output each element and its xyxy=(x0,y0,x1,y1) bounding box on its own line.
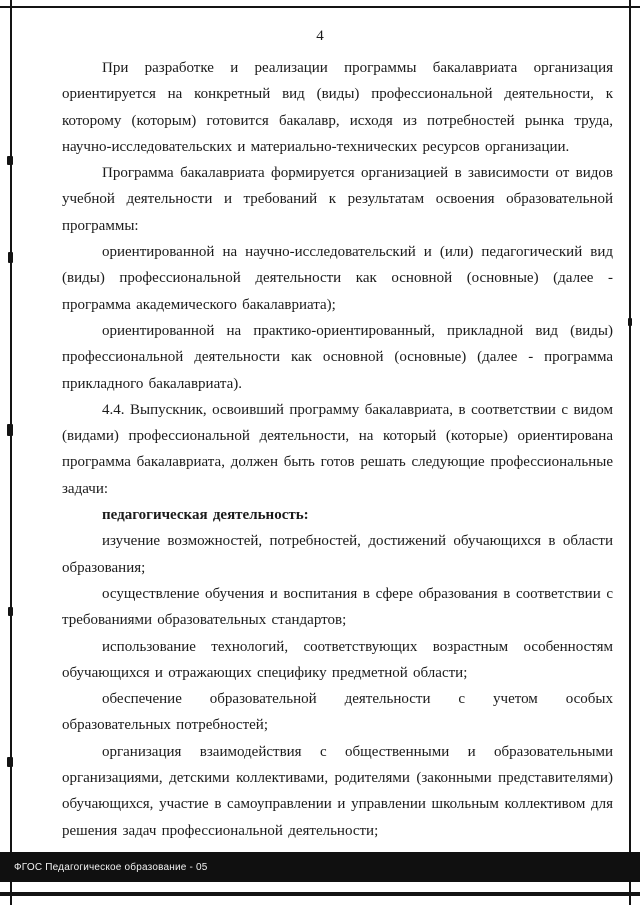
scan-artifact xyxy=(8,607,13,616)
scan-edge-right xyxy=(629,0,631,905)
paragraph-bold-heading: педагогическая деятельность: xyxy=(102,507,309,524)
scan-edge-top xyxy=(0,6,640,8)
paragraph: При разработке и реализации программы бакалавриата организация ориентируется на конкретный вид (виды) профессиональной деятельности, к которому (которым) готовится бакалавр, исходя из потребностей рынка труда, научно-исследовательских и материально-технических ресурсов организации. xyxy=(62,60,613,155)
paragraph: обеспечение образовательной деятельности с учетом особых образовательных потребностей; xyxy=(62,691,613,734)
paragraph: изучение возможностей, потребностей, достижений обучающихся в области образования; xyxy=(62,533,613,576)
scan-edge-bottom xyxy=(0,892,640,896)
scan-artifact xyxy=(7,156,13,165)
scan-artifact xyxy=(7,424,13,436)
footer-document-label: ФГОС Педагогическое образование - 05 xyxy=(14,861,208,873)
paragraph: использование технологий, соответствующих возрастным особенностям обучающихся и отражающих специфику предметной области; xyxy=(62,638,613,681)
paragraph: осуществление обучения и воспитания в сфере образования в соответствии с требованиями образовательных стандартов; xyxy=(62,585,613,629)
scan-artifact xyxy=(628,318,632,326)
document-body xyxy=(62,55,613,844)
paragraph: Программа бакалавриата формируется организацией в зависимости от видов учебной деятельности и требований к результатам освоения образовательной программы: xyxy=(62,165,613,234)
scan-artifact xyxy=(8,252,13,263)
scan-edge-left xyxy=(10,0,12,905)
footer-bar xyxy=(0,852,640,882)
paragraph: 4.4. Выпускник, освоивший программу бакалавриата, в соответствии с видом (видами) профессиональной деятельности, на который (которые) ориентирована программа бакалавриата, должен быть готов решать следующие профессиональные задачи: xyxy=(62,401,613,497)
scan-artifact xyxy=(7,757,13,767)
paragraph: ориентированной на практико-ориентированный, прикладной вид (виды) профессиональной деятельности как основной (основные) (далее - программа прикладного бакалавриата). xyxy=(62,322,613,392)
page-number: 4 xyxy=(316,28,324,44)
paragraph: ориентированной на научно-исследовательский и (или) педагогический вид (виды) профессиональной деятельности как основной (основные) (далее - программа академического бакалавриата); xyxy=(62,244,613,313)
paragraph: организация взаимодействия с общественными и образовательными организациями, детскими коллективами, родителями (законными представителями) обучающихся, участие в самоуправлении и управлении школьным коллективом для решения задач профессиональной деятельности; xyxy=(62,743,613,839)
